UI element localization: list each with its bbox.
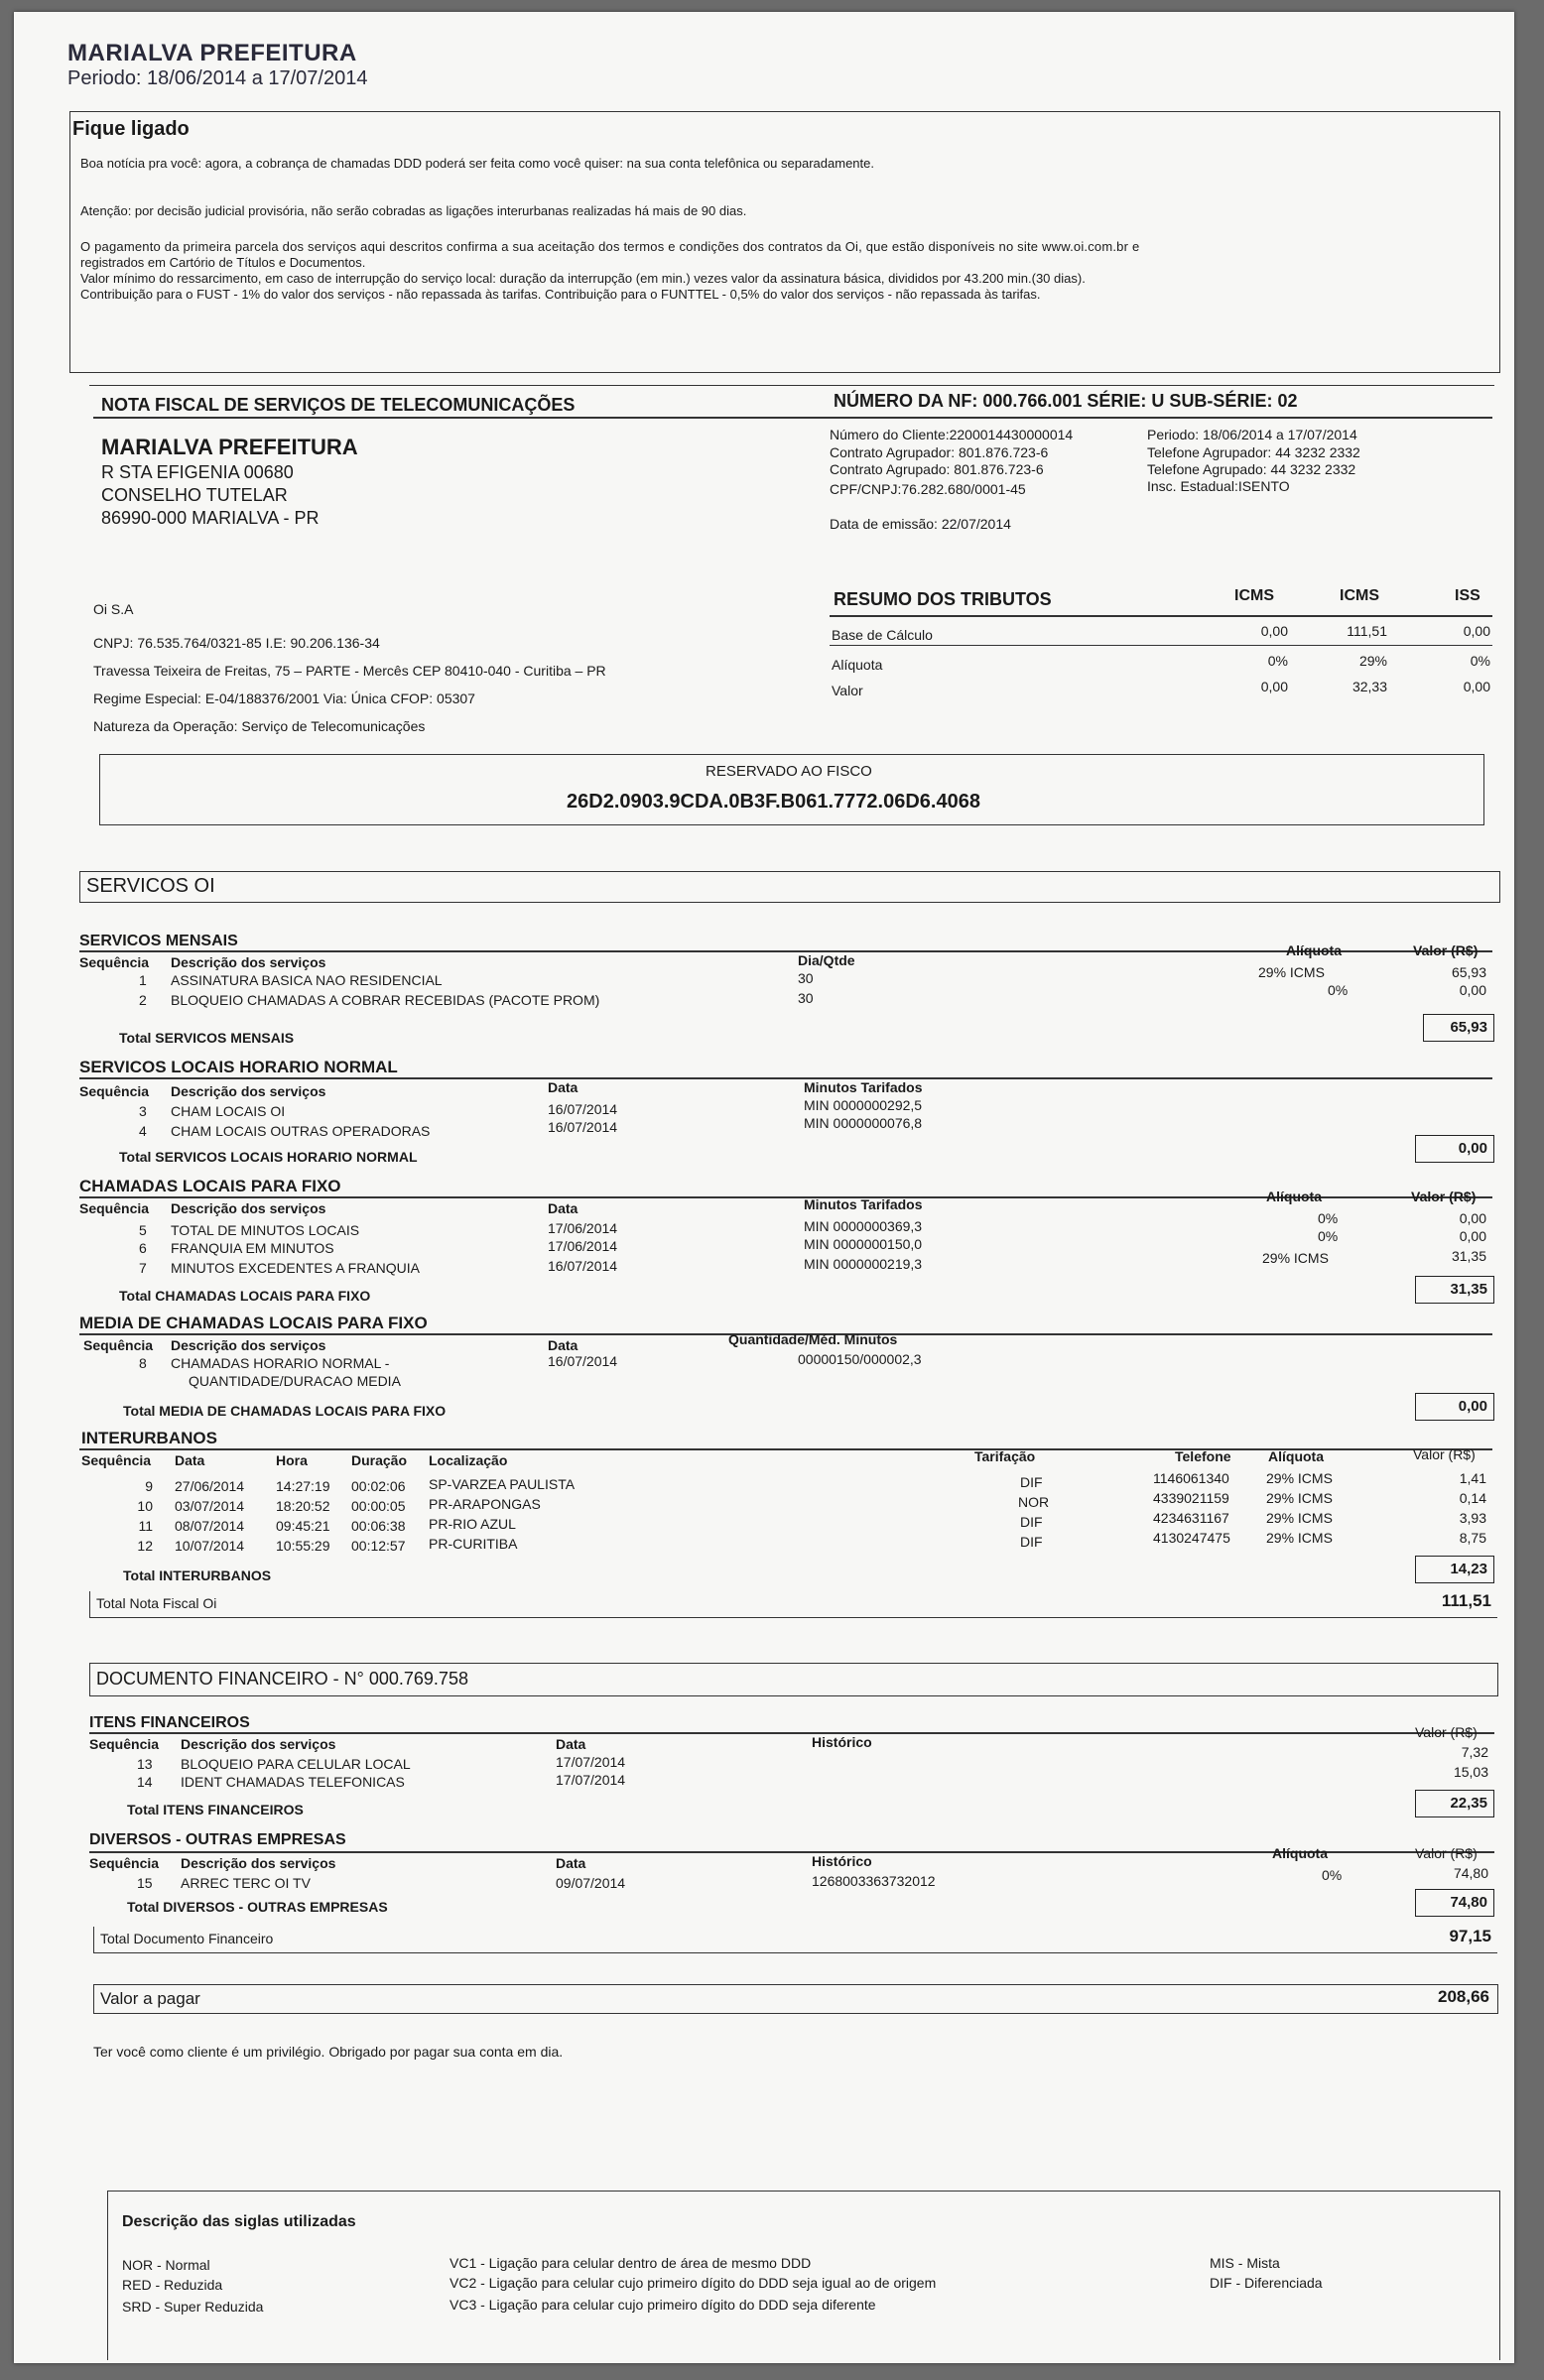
col-header: Quantidade/Méd. Minutos <box>728 1331 898 1347</box>
tax-value: 0,00 <box>1463 623 1490 639</box>
col-header: Localização <box>429 1452 508 1468</box>
services-heading-box <box>79 871 1500 903</box>
section-total: 74,80 <box>1415 1889 1494 1917</box>
row-seq: 15 <box>137 1875 153 1891</box>
divider <box>830 615 1492 617</box>
section-total-label: Total DIVERSOS - OUTRAS EMPRESAS <box>127 1899 388 1915</box>
col-header: Descrição dos serviços <box>181 1736 336 1752</box>
section-total-label: Total SERVICOS MENSAIS <box>119 1030 295 1046</box>
row-duration: 00:02:06 <box>351 1478 406 1494</box>
fisco-code: 26D2.0903.9CDA.0B3F.B061.7772.06D6.4068 <box>567 791 980 813</box>
row-date: 17/06/2014 <box>548 1220 618 1236</box>
row-history: 1268003363732012 <box>812 1873 936 1889</box>
abbreviation: SRD - Super Reduzida <box>122 2299 264 2315</box>
tax-label: Valor <box>832 683 863 698</box>
section-title: MEDIA DE CHAMADAS LOCAIS PARA FIXO <box>79 1314 428 1332</box>
row-desc: IDENT CHAMADAS TELEFONICAS <box>181 1774 405 1790</box>
row-value: 3,93 <box>1459 1510 1486 1526</box>
nf-number: NÚMERO DA NF: 000.766.001 SÉRIE: U SUB-SÉRIE: 02 <box>834 391 1298 411</box>
row-aliq: 29% ICMS <box>1262 1250 1329 1266</box>
row-location: SP-VARZEA PAULISTA <box>429 1476 576 1492</box>
tax-value: 0,00 <box>1260 679 1288 694</box>
tax-value: 0% <box>1470 653 1490 669</box>
nf-total: 111,51 <box>1441 1591 1491 1610</box>
row-aliq: 29% ICMS <box>1266 1490 1333 1506</box>
row-aliq: 0% <box>1328 982 1349 998</box>
emission-date: Data de emissão: 22/07/2014 <box>830 516 1011 532</box>
row-value: 0,14 <box>1459 1490 1486 1506</box>
row-value: 8,75 <box>1459 1530 1486 1546</box>
section-total-label: Total INTERURBANOS <box>123 1567 272 1583</box>
divider <box>89 1732 1494 1734</box>
row-seq: 12 <box>137 1538 153 1554</box>
section-title: ITENS FINANCEIROS <box>89 1714 250 1731</box>
financeiro-heading-box <box>89 1663 1498 1696</box>
abbreviation: VC3 - Ligação para celular cujo primeiro dígito do DDD seja diferente <box>450 2297 876 2313</box>
row-seq: 2 <box>139 992 147 1008</box>
row-seq: 5 <box>139 1222 147 1238</box>
section-total-label: Total ITENS FINANCEIROS <box>127 1802 304 1817</box>
amount-due-box <box>93 1984 1498 2014</box>
customer-name: MARIALVA PREFEITURA <box>101 435 358 459</box>
row-qty: 30 <box>798 970 814 986</box>
section-total: 65,93 <box>1423 1014 1494 1042</box>
nf-total-label: Total Nota Fiscal Oi <box>96 1595 217 1611</box>
amount-due-label: Valor a pagar <box>100 1989 200 2008</box>
notice-line: O pagamento da primeira parcela dos serviços aqui descritos confirma a sua aceitação dos termos e condições dos contratos da Oi, que estão disponíveis no site www.oi.com.br e <box>80 239 1140 254</box>
taxes-col: ICMS <box>1234 587 1274 604</box>
row-date: 27/06/2014 <box>175 1478 245 1494</box>
section-total: 0,00 <box>1415 1135 1494 1163</box>
notice-line: Atenção: por decisão judicial provisória, não serão cobradas as ligações interurbanas realizadas há mais de 90 dias. <box>80 203 747 218</box>
col-header: Alíquota <box>1266 1189 1322 1204</box>
customer-id: Telefone Agrupador: 44 3232 2332 <box>1147 444 1360 460</box>
row-value: 74,80 <box>1453 1865 1488 1881</box>
row-date: 03/07/2014 <box>175 1498 245 1514</box>
customer-address: CONSELHO TUTELAR <box>101 485 288 505</box>
row-duration: 00:00:05 <box>351 1498 406 1514</box>
col-header: Valor (R$) <box>1413 942 1479 958</box>
row-seq: 9 <box>145 1478 153 1494</box>
customer-id: Insc. Estadual:ISENTO <box>1147 478 1290 494</box>
row-seq: 1 <box>139 972 147 988</box>
row-phone: 1146061340 <box>1153 1470 1229 1486</box>
financeiro-heading: DOCUMENTO FINANCEIRO - N° 000.769.758 <box>96 1669 468 1689</box>
col-header: Data <box>556 1855 586 1871</box>
customer-id: CPF/CNPJ:76.282.680/0001-45 <box>830 481 1026 497</box>
abbreviation: VC1 - Ligação para celular dentro de área de mesmo DDD <box>450 2255 812 2271</box>
row-tarif: DIF <box>1020 1534 1043 1550</box>
row-min: MIN 0000000150,0 <box>804 1236 923 1252</box>
col-header: Tarifação <box>974 1448 1036 1464</box>
row-seq: 4 <box>139 1123 147 1139</box>
thanks-message: Ter você como cliente é um privilégio. Obrigado por pagar sua conta em dia. <box>93 2044 564 2060</box>
customer-id: Número do Cliente:2200014430000014 <box>830 427 1074 442</box>
notice-title: Fique ligado <box>72 118 190 140</box>
taxes-heading: RESUMO DOS TRIBUTOS <box>834 589 1052 609</box>
customer-id: Contrato Agrupador: 801.876.723-6 <box>830 444 1049 460</box>
page-title: MARIALVA PREFEITURA <box>67 40 357 66</box>
col-header: Sequência <box>79 1083 150 1099</box>
row-value: 1,41 <box>1459 1470 1486 1486</box>
col-header: Sequência <box>83 1337 154 1353</box>
company-regime: Regime Especial: E-04/188376/2001 Via: Única CFOP: 05307 <box>93 690 475 706</box>
col-header: Data <box>556 1736 586 1752</box>
row-value: 0,00 <box>1459 1210 1486 1226</box>
row-aliq: 29% ICMS <box>1258 964 1325 980</box>
section-title: INTERURBANOS <box>81 1429 217 1447</box>
doc-total-box <box>93 1927 1497 1953</box>
section-title: SERVICOS MENSAIS <box>79 933 238 949</box>
row-seq: 13 <box>137 1756 153 1772</box>
abbreviation: VC2 - Ligação para celular cujo primeiro dígito do DDD seja igual ao de origem <box>450 2275 937 2291</box>
section-total: 31,35 <box>1415 1276 1494 1304</box>
col-header: Data <box>548 1079 579 1095</box>
row-tarif: NOR <box>1018 1494 1050 1510</box>
col-header: Descrição dos serviços <box>171 1200 326 1216</box>
section-total: 14,23 <box>1415 1556 1494 1583</box>
notice-line: Contribuição para o FUST - 1% do valor dos serviços - não repassada às tarifas. Contribuição para o FUNTTEL - 0,5% do valor dos serviços - não repassada às tarifas. <box>80 287 1041 302</box>
row-desc: BLOQUEIO CHAMADAS A COBRAR RECEBIDAS (PACOTE PROM) <box>171 992 600 1008</box>
col-header: Valor (R$) <box>1413 1446 1476 1462</box>
row-aliq: 29% ICMS <box>1266 1510 1333 1526</box>
row-date: 16/07/2014 <box>548 1119 618 1135</box>
abbreviation: DIF - Diferenciada <box>1210 2275 1323 2291</box>
section-total-label: Total MEDIA DE CHAMADAS LOCAIS PARA FIXO <box>123 1403 447 1419</box>
tax-value: 0% <box>1267 653 1288 669</box>
company-cnpj: CNPJ: 76.535.764/0321-85 I.E: 90.206.136-34 <box>93 635 380 651</box>
divider <box>79 1077 1492 1079</box>
abbreviation: RED - Reduzida <box>122 2277 223 2293</box>
row-aliq: 29% ICMS <box>1266 1530 1333 1546</box>
row-date: 16/07/2014 <box>548 1101 618 1117</box>
row-tarif: DIF <box>1020 1474 1043 1490</box>
section-title: SERVICOS LOCAIS HORARIO NORMAL <box>79 1058 398 1076</box>
company-name: Oi S.A <box>93 601 134 617</box>
divider <box>79 950 1492 952</box>
fisco-label: RESERVADO AO FISCO <box>706 763 872 780</box>
row-aliq: 0% <box>1318 1210 1339 1226</box>
notice-box <box>69 111 1500 373</box>
row-value: 0,00 <box>1459 1228 1486 1244</box>
row-desc: TOTAL DE MINUTOS LOCAIS <box>171 1222 360 1238</box>
row-phone: 4339021159 <box>1153 1490 1229 1506</box>
col-header: Histórico <box>812 1734 872 1750</box>
row-date: 17/06/2014 <box>548 1238 618 1254</box>
col-header: Valor (R$) <box>1415 1724 1478 1740</box>
fisco-box <box>99 754 1484 825</box>
row-desc: MINUTOS EXCEDENTES A FRANQUIA <box>171 1260 421 1276</box>
row-desc: ASSINATURA BASICA NAO RESIDENCIAL <box>171 972 443 988</box>
nf-total-box <box>89 1591 1497 1618</box>
company-nature: Natureza da Operação: Serviço de Telecomunicações <box>93 718 426 734</box>
row-qty: 00000150/000002,3 <box>798 1351 922 1367</box>
row-value: 65,93 <box>1451 964 1486 980</box>
section-total: 0,00 <box>1415 1393 1494 1421</box>
services-heading: SERVICOS OI <box>86 875 215 897</box>
row-desc: CHAM LOCAIS OUTRAS OPERADORAS <box>171 1123 431 1139</box>
row-seq: 10 <box>137 1498 153 1514</box>
customer-address: 86990-000 MARIALVA - PR <box>101 508 320 528</box>
col-header: Histórico <box>812 1853 872 1869</box>
section-total-label: Total SERVICOS LOCAIS HORARIO NORMAL <box>119 1149 418 1165</box>
company-address: Travessa Teixeira de Freitas, 75 – PARTE - Mercês CEP 80410-040 - Curitiba – PR <box>93 663 606 679</box>
row-time: 18:20:52 <box>276 1498 330 1514</box>
taxes-col: ISS <box>1455 587 1480 604</box>
customer-id: Contrato Agrupado: 801.876.723-6 <box>830 461 1044 477</box>
divider <box>830 645 1492 646</box>
col-header: Minutos Tarifados <box>804 1196 923 1212</box>
divider <box>93 417 1492 419</box>
row-seq: 8 <box>139 1355 147 1371</box>
col-header: Alíquota <box>1268 1448 1324 1464</box>
row-time: 14:27:19 <box>276 1478 330 1494</box>
row-phone: 4130247475 <box>1153 1530 1230 1546</box>
row-date: 09/07/2014 <box>556 1875 626 1891</box>
row-location: PR-CURITIBA <box>429 1536 518 1552</box>
row-seq: 11 <box>138 1518 153 1534</box>
row-aliq: 0% <box>1322 1867 1343 1883</box>
col-header: Descrição dos serviços <box>181 1855 336 1871</box>
row-seq: 14 <box>137 1774 153 1790</box>
row-time: 10:55:29 <box>276 1538 330 1554</box>
row-seq: 3 <box>139 1103 147 1119</box>
col-header: Minutos Tarifados <box>804 1079 923 1095</box>
row-duration: 00:12:57 <box>351 1538 406 1554</box>
col-header: Descrição dos serviços <box>171 1337 326 1353</box>
customer-id: Telefone Agrupado: 44 3232 2332 <box>1147 461 1356 477</box>
row-aliq: 29% ICMS <box>1266 1470 1333 1486</box>
col-header: Dia/Qtde <box>798 952 855 968</box>
row-seq: 6 <box>139 1240 147 1256</box>
notice-line: Valor mínimo do ressarcimento, em caso de interrupção do serviço local: duração da interrupção (em min.) vezes valor da assinatura básica, divididos por 43.200 min.(30 dias). <box>80 271 1086 286</box>
abbreviation: MIS - Mista <box>1210 2255 1280 2271</box>
row-value: 31,35 <box>1451 1248 1486 1264</box>
col-header: Data <box>548 1200 579 1216</box>
abbreviation: NOR - Normal <box>122 2257 210 2273</box>
row-date: 16/07/2014 <box>548 1258 618 1274</box>
col-header: Sequência <box>89 1736 160 1752</box>
customer-id: Periodo: 18/06/2014 a 17/07/2014 <box>1147 427 1357 442</box>
col-header: Data <box>548 1337 579 1353</box>
customer-address: R STA EFIGENIA 00680 <box>101 462 294 482</box>
row-date: 16/07/2014 <box>548 1353 618 1369</box>
row-desc: CHAMADAS HORARIO NORMAL - <box>171 1355 390 1371</box>
col-header: Sequência <box>79 954 150 970</box>
row-tarif: DIF <box>1020 1514 1043 1530</box>
row-value: 0,00 <box>1459 982 1486 998</box>
abbreviations-title: Descrição das siglas utilizadas <box>122 2213 356 2230</box>
row-value: 7,32 <box>1461 1744 1488 1760</box>
row-location: PR-RIO AZUL <box>429 1516 516 1532</box>
tax-value: 29% <box>1358 653 1387 669</box>
row-seq: 7 <box>139 1260 147 1276</box>
col-header: Hora <box>276 1452 308 1468</box>
row-desc: ARREC TERC OI TV <box>181 1875 311 1891</box>
notice-line: Boa notícia pra você: agora, a cobrança de chamadas DDD poderá ser feita como você quiser: na sua conta telefônica ou separadamente. <box>80 156 874 171</box>
col-header: Valor (R$) <box>1411 1189 1477 1204</box>
col-header: Telefone <box>1175 1448 1231 1464</box>
row-desc: CHAM LOCAIS OI <box>171 1103 286 1119</box>
row-date: 17/07/2014 <box>556 1754 626 1770</box>
invoice-page <box>14 12 1514 2363</box>
row-date: 08/07/2014 <box>175 1518 245 1534</box>
tax-value: 0,00 <box>1463 679 1490 694</box>
section-title: DIVERSOS - OUTRAS EMPRESAS <box>89 1831 346 1848</box>
col-header: Descrição dos serviços <box>171 1083 326 1099</box>
row-min: MIN 0000000369,3 <box>804 1218 923 1234</box>
nf-heading: NOTA FISCAL DE SERVIÇOS DE TELECOMUNICAÇÕES <box>101 395 576 415</box>
row-min: MIN 0000000076,8 <box>804 1115 923 1131</box>
tax-label: Base de Cálculo <box>832 627 933 643</box>
col-header: Alíquota <box>1272 1845 1328 1861</box>
row-date: 17/07/2014 <box>556 1772 626 1788</box>
doc-total: 97,15 <box>1449 1927 1491 1945</box>
row-min: MIN 0000000219,3 <box>804 1256 923 1272</box>
section-total-label: Total CHAMADAS LOCAIS PARA FIXO <box>119 1288 371 1304</box>
row-desc: BLOQUEIO PARA CELULAR LOCAL <box>181 1756 411 1772</box>
section-total: 22,35 <box>1415 1790 1494 1817</box>
taxes-col: ICMS <box>1340 587 1379 604</box>
tax-label: Alíquota <box>832 657 883 673</box>
col-header: Valor (R$) <box>1415 1845 1478 1861</box>
amount-due: 208,66 <box>1438 1987 1489 2006</box>
section-title: CHAMADAS LOCAIS PARA FIXO <box>79 1177 341 1195</box>
tax-value: 0,00 <box>1260 623 1288 639</box>
col-header: Sequência <box>79 1200 150 1216</box>
col-header: Descrição dos serviços <box>171 954 326 970</box>
col-header: Alíquota <box>1286 942 1342 958</box>
billing-period: Periodo: 18/06/2014 a 17/07/2014 <box>67 67 368 89</box>
doc-total-label: Total Documento Financeiro <box>100 1931 274 1946</box>
row-duration: 00:06:38 <box>351 1518 406 1534</box>
col-header: Sequência <box>89 1855 160 1871</box>
row-time: 09:45:21 <box>276 1518 330 1534</box>
row-desc: QUANTIDADE/DURACAO MEDIA <box>189 1373 401 1389</box>
col-header: Data <box>175 1452 205 1468</box>
row-desc: FRANQUIA EM MINUTOS <box>171 1240 334 1256</box>
notice-line: registrados em Cartório de Títulos e Documentos. <box>80 255 366 270</box>
row-min: MIN 0000000292,5 <box>804 1097 923 1113</box>
row-value: 15,03 <box>1453 1764 1488 1780</box>
row-location: PR-ARAPONGAS <box>429 1496 541 1512</box>
row-phone: 4234631167 <box>1153 1510 1229 1526</box>
col-header: Duração <box>351 1452 408 1468</box>
row-date: 10/07/2014 <box>175 1538 245 1554</box>
row-aliq: 0% <box>1318 1228 1339 1244</box>
abbreviations-box <box>107 2191 1500 2360</box>
row-qty: 30 <box>798 990 814 1006</box>
tax-value: 32,33 <box>1351 679 1387 694</box>
col-header: Sequência <box>81 1452 152 1468</box>
tax-value: 111,51 <box>1347 623 1387 639</box>
